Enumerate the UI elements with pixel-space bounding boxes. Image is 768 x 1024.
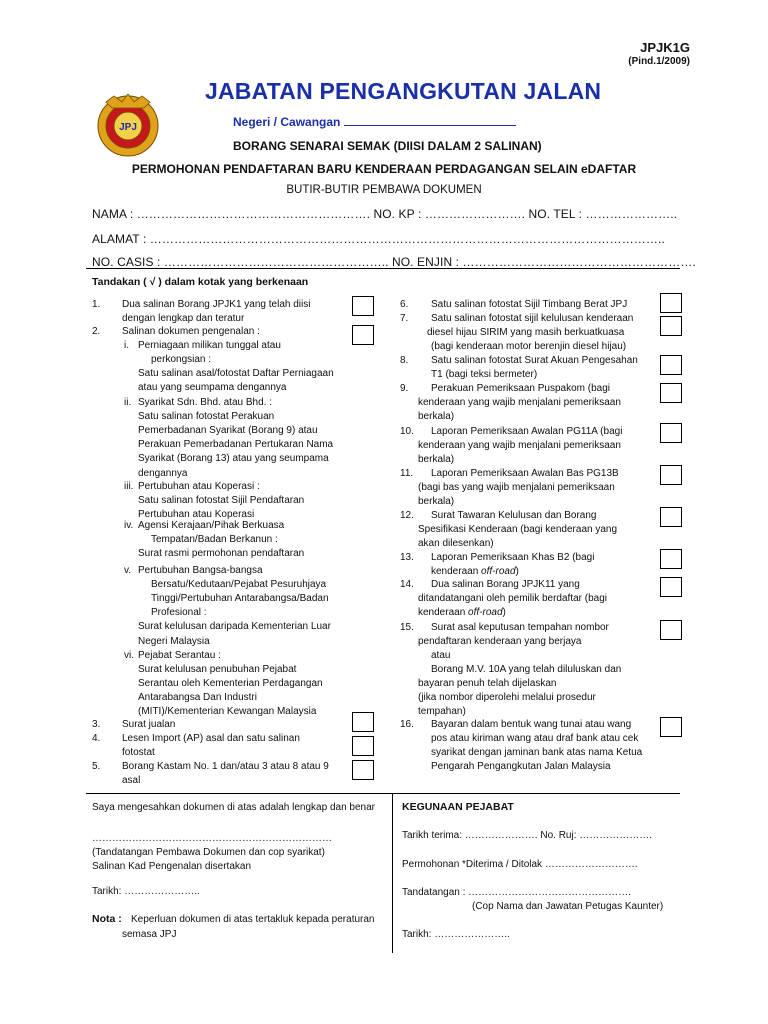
left-item-text: Pemerbadanan Syarikat (Borang 9) atau bbox=[138, 425, 318, 437]
left-item-number: iv. bbox=[124, 520, 134, 531]
nota-label bbox=[92, 913, 122, 925]
checkbox[interactable] bbox=[660, 293, 682, 313]
right-item-text: (bagi kenderaan motor berenjin diesel hijau) bbox=[431, 341, 627, 352]
right-item-text: Surat Tawaran Kelulusan dan Borang bbox=[431, 510, 597, 521]
left-item-text: Negeri Malaysia bbox=[138, 635, 210, 647]
right-item-number: 14. bbox=[400, 579, 414, 590]
left-item-text: Pertubuhan atau Koperasi bbox=[138, 509, 255, 521]
field-casis-enjin[interactable]: NO. CASIS : ……………………………………………….. NO. ENJIN : …………………………………………………. bbox=[92, 255, 696, 269]
right-item-number: 8. bbox=[400, 355, 409, 366]
negeri-label: Negeri / Cawangan bbox=[233, 115, 341, 129]
left-item-text: Agensi Kerajaan/Pihak Berkuasa bbox=[138, 520, 285, 531]
left-item-text: Surat kelulusan daripada Kementerian Luar bbox=[138, 621, 331, 633]
right-item-text: kenderaan off-road) bbox=[431, 566, 519, 577]
right-item-number: 16. bbox=[400, 719, 414, 730]
right-item-text: pendaftaran kenderaan yang berjaya bbox=[418, 636, 582, 647]
left-item-text: Dua salinan Borang JPJK1 yang telah diisi bbox=[122, 299, 311, 310]
left-item-number: 3. bbox=[92, 719, 101, 730]
tarikh-left[interactable]: Tarikh: ………………….. bbox=[92, 886, 200, 897]
left-item-text: Satu salinan asal/fotostat Daftar Perniagaan bbox=[138, 368, 334, 380]
right-item-text: (bagi bas yang wajib menjalani pemeriksaan bbox=[418, 482, 615, 493]
checkbox[interactable] bbox=[660, 316, 682, 336]
left-item-number: 2. bbox=[92, 326, 101, 337]
form-code-label: JPJK1G bbox=[640, 40, 690, 55]
right-item-text: diesel hijau SIRIM yang masih berkuatkuasa bbox=[427, 327, 625, 338]
instruction-text: Tandakan ( √ ) dalam kotak yang berkenaan bbox=[92, 276, 309, 288]
right-item-number: 9. bbox=[400, 383, 409, 394]
form-revision: (Pind.1/2009) bbox=[628, 56, 690, 67]
right-item-text: bayaran penuh telah dijelaskan bbox=[418, 678, 557, 689]
right-item-text: ditandatangani oleh pemilik berdaftar (bagi bbox=[418, 593, 608, 604]
permohonan-status-field[interactable]: Permohonan *Diterima / Ditolak ………………………. bbox=[402, 859, 638, 870]
right-item-text: Surat asal keputusan tempahan nombor bbox=[431, 622, 609, 633]
checkbox[interactable] bbox=[660, 507, 682, 527]
left-item-number: 5. bbox=[92, 761, 101, 772]
footer-column-divider bbox=[392, 793, 393, 953]
right-item-text: kenderaan off-road) bbox=[418, 607, 506, 618]
checkbox[interactable] bbox=[660, 465, 682, 485]
logo-text: JPJ bbox=[119, 122, 137, 133]
right-item-text: pos atau kiriman wang atau draf bank atau cek bbox=[431, 733, 639, 744]
checkbox[interactable] bbox=[660, 620, 682, 640]
right-item-text: Satu salinan fotostat sijil kelulusan kenderaan bbox=[431, 313, 634, 324]
permohonan-title: PERMOHONAN PENDAFTARAN BARU KENDERAAN PERDAGANGAN SELAIN eDAFTAR bbox=[131, 162, 637, 176]
left-item-text: Satu salinan fotostat Perakuan bbox=[138, 411, 275, 423]
nota-line-2: semasa JPJ bbox=[122, 929, 177, 940]
left-item-number: i. bbox=[124, 340, 129, 351]
confirm-statement: Saya mengesahkan dokumen di atas adalah lengkap dan benar bbox=[92, 802, 375, 813]
left-item-text: Surat kelulusan penubuhan Pejabat bbox=[138, 664, 297, 676]
right-item-number: 12. bbox=[400, 510, 414, 521]
checkbox[interactable] bbox=[660, 577, 682, 597]
left-item-text: Bersatu/Kedutaan/Pejabat Pesuruhjaya bbox=[151, 579, 327, 591]
left-item-text: Tinggi/Pertubuhan Antarabangsa/Badan bbox=[151, 593, 329, 605]
left-item-number: v. bbox=[124, 565, 132, 576]
right-item-text: (jika nombor diperolehi melalui prosedur bbox=[418, 692, 596, 703]
left-item-text: Lesen Import (AP) asal dan satu salinan bbox=[122, 733, 300, 744]
right-item-text: atau bbox=[431, 650, 451, 661]
checkbox[interactable] bbox=[660, 549, 682, 569]
right-item-text: berkala) bbox=[418, 496, 455, 507]
right-item-text: berkala) bbox=[418, 411, 455, 422]
right-item-text: Pengarah Pengangkutan Jalan Malaysia bbox=[431, 761, 611, 772]
left-item-text: perkongsian : bbox=[151, 354, 212, 366]
tarikh-terima-field[interactable]: Tarikh terima: …………………. No. Ruj: …………………. bbox=[402, 830, 653, 841]
right-item-text: Borang M.V. 10A yang telah diluluskan dan bbox=[431, 664, 622, 675]
right-item-text: Bayaran dalam bentuk wang tunai atau wang bbox=[431, 719, 632, 730]
butir-title: BUTIR-BUTIR PEMBAWA DOKUMEN bbox=[286, 184, 482, 196]
right-item-number: 10. bbox=[400, 426, 414, 437]
left-item-text: Pertubuhan atau Koperasi : bbox=[138, 481, 260, 492]
left-item-text: (MITI)/Kementerian Kewangan Malaysia bbox=[138, 706, 317, 718]
right-item-text: kenderaan yang wajib menjalani pemeriksaan bbox=[418, 440, 621, 451]
left-item-text: Pertubuhan Bangsa-bangsa bbox=[138, 565, 263, 576]
left-item-text: Surat rasmi permohonan pendaftaran bbox=[138, 548, 305, 560]
right-item-number: 7. bbox=[400, 313, 409, 324]
left-item-text: Pejabat Serantau : bbox=[138, 650, 221, 661]
left-item-number: vi. bbox=[124, 650, 134, 661]
left-item-text: fotostat bbox=[122, 747, 155, 759]
signature-label: (Tandatangan Pembawa Dokumen dan cop syarikat) bbox=[92, 847, 325, 858]
left-item-text: Syarikat Sdn. Bhd. atau Bhd. : bbox=[138, 397, 272, 408]
signature-line[interactable]: ……………………………………………………………… bbox=[92, 833, 332, 844]
nota-line-1: Keperluan dokumen di atas tertakluk kepada peraturan bbox=[131, 914, 375, 925]
right-item-text: Satu salinan fotostat Surat Akuan Pengesahan bbox=[431, 355, 638, 366]
right-item-text: T1 (bagi teksi bermeter) bbox=[431, 369, 538, 380]
left-item-number: ii. bbox=[124, 397, 132, 408]
office-use-title-text: KEGUNAAN PEJABAT bbox=[402, 801, 514, 813]
right-item-text: Dua salinan Borang JPJK11 yang bbox=[431, 579, 580, 590]
checkbox[interactable] bbox=[660, 717, 682, 737]
right-item-text: Laporan Pemeriksaan Awalan Bas PG13B bbox=[431, 468, 619, 479]
right-item-text: Laporan Pemeriksaan Khas B2 (bagi bbox=[431, 552, 595, 563]
left-item-text: Profesional : bbox=[151, 607, 207, 619]
left-item-number: 4. bbox=[92, 733, 101, 744]
right-item-text: syarikat dengan jaminan bank atas nama Ketua bbox=[431, 747, 643, 758]
field-alamat[interactable]: ALAMAT : ……………………………………………………………………………………………………………….. bbox=[92, 232, 665, 246]
cop-label: (Cop Nama dan Jawatan Petugas Kaunter) bbox=[472, 901, 664, 912]
left-item-number: 1. bbox=[92, 299, 101, 310]
tarikh-right-field[interactable]: Tarikh: ………………….. bbox=[402, 929, 510, 940]
checkbox[interactable] bbox=[660, 383, 682, 403]
right-item-number: 13. bbox=[400, 552, 414, 563]
left-item-text: Serantau oleh Kementerian Perdagangan bbox=[138, 678, 323, 690]
footer-divider bbox=[86, 793, 680, 794]
left-item-text: dengan lengkap dan teratur bbox=[122, 313, 245, 325]
left-item-text: asal bbox=[122, 775, 141, 787]
right-item-text: Spesifikasi Kenderaan (bagi kenderaan yang bbox=[418, 524, 618, 535]
tandatangan-field[interactable]: Tandatangan : …………………………………………. bbox=[402, 887, 631, 898]
left-item-text: Antarabangsa Dan Industri bbox=[138, 692, 257, 704]
left-item-text: Surat jualan bbox=[122, 719, 176, 730]
field-nama-kp-tel[interactable]: NAMA : …………………………………………………. NO. KP : ……………………. NO. TEL : ………………….. bbox=[92, 207, 678, 221]
right-item-text: Laporan Pemeriksaan Awalan PG11A (bagi bbox=[431, 426, 623, 437]
left-item-text: Tempatan/Badan Berkanun : bbox=[151, 534, 278, 546]
borang-title: BORANG SENARAI SEMAK (DIISI DALAM 2 SALINAN) bbox=[233, 139, 542, 153]
left-item-text: Perakuan Pemerbadanan Pertukaran Nama bbox=[138, 439, 334, 451]
nota-label-text: Nota : bbox=[92, 913, 122, 925]
right-item-number: 15. bbox=[400, 622, 414, 633]
right-item-text: Perakuan Pemeriksaan Puspakom (bagi bbox=[431, 383, 610, 394]
left-item-text: Borang Kastam No. 1 dan/atau 3 atau 8 atau 9 bbox=[122, 761, 329, 772]
right-item-text: berkala) bbox=[418, 454, 455, 465]
left-item-text: Perniagaan milikan tunggal atau bbox=[138, 340, 281, 351]
right-item-number: 6. bbox=[400, 299, 409, 310]
office-use-title bbox=[402, 801, 514, 813]
checkbox[interactable] bbox=[660, 355, 682, 375]
left-item-text: Salinan dokumen pengenalan : bbox=[122, 326, 260, 337]
ic-copy-note: Salinan Kad Pengenalan disertakan bbox=[92, 861, 252, 872]
department-title: JABATAN PENGANGKUTAN JALAN bbox=[205, 78, 602, 104]
right-item-text: akan dilesenkan) bbox=[418, 538, 494, 549]
checkbox[interactable] bbox=[660, 423, 682, 443]
left-item-text: dengannya bbox=[138, 467, 188, 479]
right-item-text: kenderaan yang wajib menjalani pemeriksaan bbox=[418, 397, 621, 408]
right-item-number: 11. bbox=[400, 468, 414, 479]
left-item-text: Satu salinan fotostat Sijil Pendaftaran bbox=[138, 495, 305, 507]
right-item-text: tempahan) bbox=[418, 706, 466, 717]
left-item-number: iii. bbox=[124, 481, 134, 492]
right-item-text: Satu salinan fotostat Sijil Timbang Berat JPJ bbox=[431, 299, 628, 310]
left-item-text: Syarikat (Borang 13) atau yang seumpama bbox=[138, 453, 329, 465]
left-item-text: atau yang seumpama dengannya bbox=[138, 382, 287, 394]
